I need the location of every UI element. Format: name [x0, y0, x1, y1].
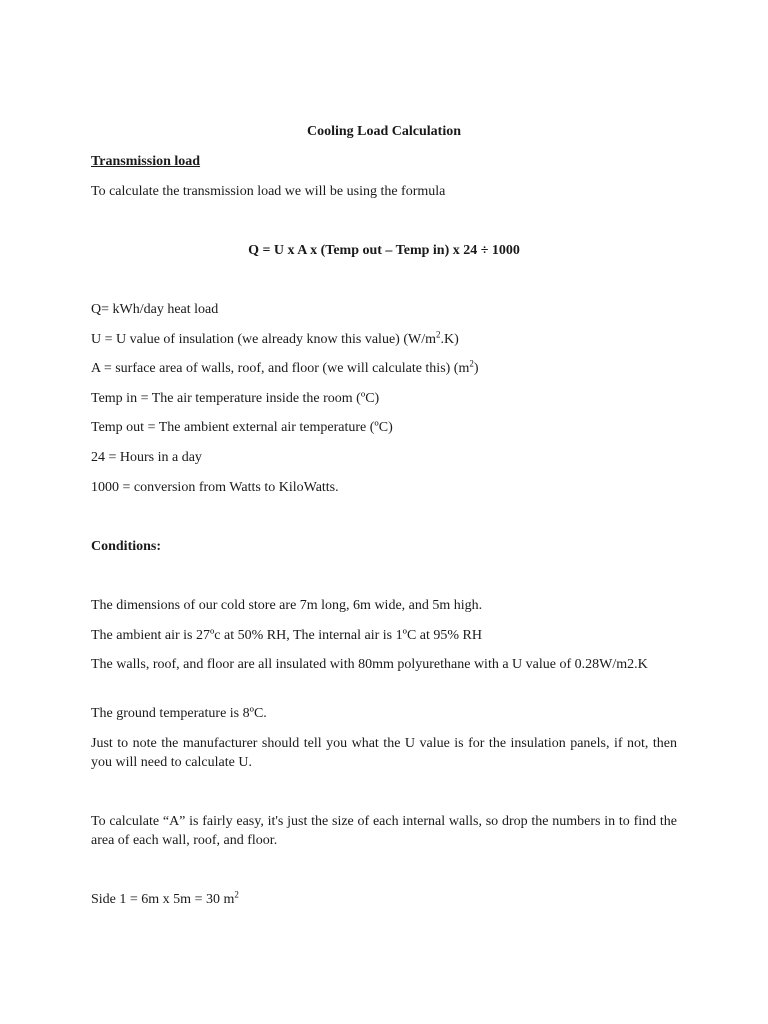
- formula: Q = U x A x (Temp out – Temp in) x 24 ÷ 1000: [248, 243, 520, 258]
- area-text: To calculate “A” is fairly easy, it's just the size of each internal walls, so drop the numbers in to find the area of each wall, roof, and floor.: [91, 814, 677, 848]
- definition-q: Q= kWh/day heat load: [91, 302, 219, 317]
- section-heading: Transmission load: [91, 154, 201, 169]
- definition-u-sup: 2: [435, 329, 441, 340]
- definition-u-text: U = U value of insulation (we already know this value) (W/m: [91, 332, 436, 347]
- definition-a-tail: ): [473, 361, 479, 376]
- condition-insulation: The walls, roof, and floor are all insulated with 80mm polyurethane with a U value of 0.28W/m2.K: [91, 657, 648, 672]
- definition-temp-in: Temp in = The air temperature inside the room (ºC): [91, 391, 380, 406]
- definition-u: [91, 330, 677, 349]
- definition-temp-out: Temp out = The ambient external air temperature (ºC): [91, 420, 393, 435]
- intro-text: To calculate the transmission load we will be using the formula: [91, 184, 446, 199]
- condition-ground: The ground temperature is 8ºC.: [91, 706, 267, 721]
- condition-note: Just to note the manufacturer should tell you what the U value is for the insulation panels, if not, then you will need to calculate U.: [91, 736, 677, 770]
- side-1-calculation: [91, 890, 677, 909]
- definition-a-sup: 2: [469, 358, 474, 369]
- definition-a-text: A = surface area of walls, roof, and floor (we will calculate this) (m: [91, 361, 470, 376]
- side-1-sup: 2: [234, 889, 239, 900]
- definition-conversion: 1000 = conversion from Watts to KiloWatts.: [91, 480, 339, 495]
- condition-air: The ambient air is 27ºc at 50% RH, The internal air is 1ºC at 95% RH: [91, 628, 483, 643]
- side-1-text: Side 1 = 6m x 5m = 30 m: [91, 892, 235, 907]
- condition-dimensions: The dimensions of our cold store are 7m long, 6m wide, and 5m high.: [91, 598, 483, 613]
- conditions-heading: Conditions:: [91, 539, 162, 554]
- document-title: Cooling Load Calculation: [306, 124, 462, 139]
- definition-u-tail: .K): [440, 332, 459, 347]
- definition-a: [91, 359, 677, 378]
- definition-hours: 24 = Hours in a day: [91, 450, 202, 465]
